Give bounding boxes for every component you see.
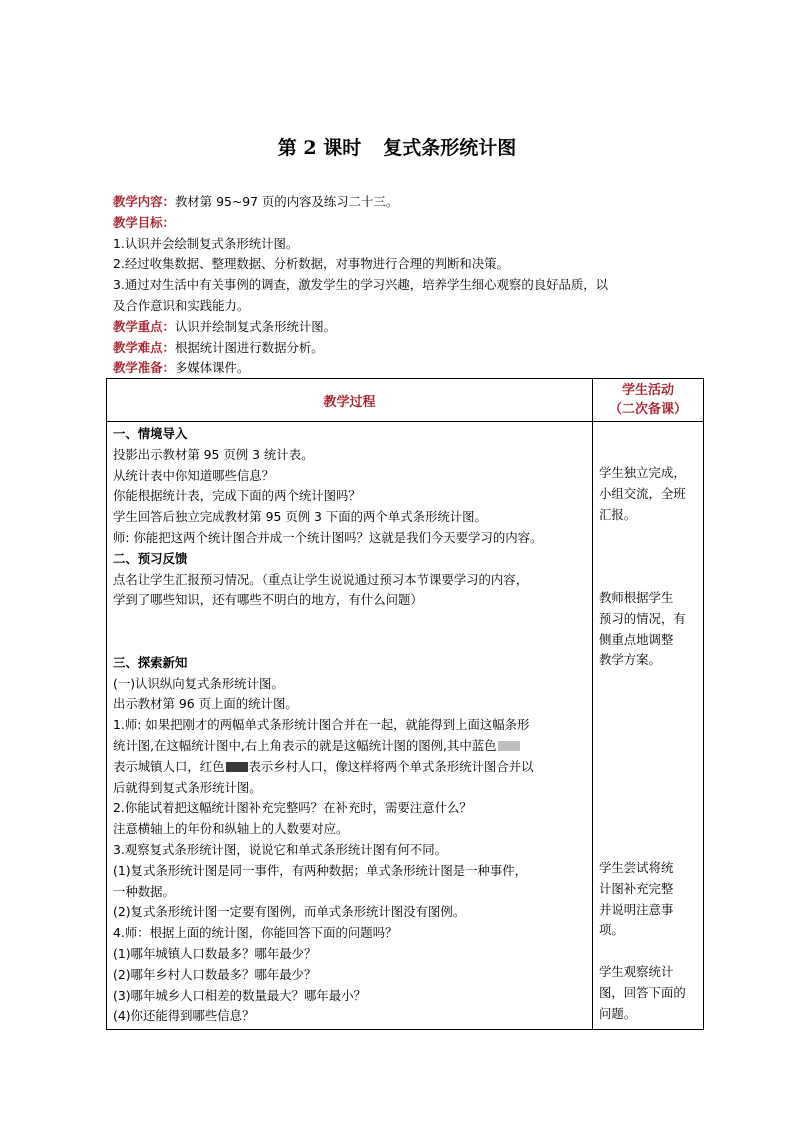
side-line: 问题。 xyxy=(599,1005,637,1021)
meta-label: 教学准备： xyxy=(113,360,175,376)
legend-swatch-rural xyxy=(226,762,248,772)
side-note xyxy=(599,962,698,1024)
side-line: 小组交流，全班 xyxy=(599,485,686,501)
blank-line xyxy=(113,611,589,632)
meta-text: 教材第 95~97 页的内容及练习二十三。 xyxy=(174,194,399,209)
side-note xyxy=(599,463,698,525)
meta-objectives xyxy=(113,213,703,234)
meta-label: 教学难点： xyxy=(113,339,175,355)
text-line: (4)你还能得到哪些信息？ xyxy=(113,1008,255,1024)
side-line: 教学方案。 xyxy=(599,652,661,668)
objective-line: 2.经过收集数据、整理数据、分析数据，对事物进行合理的判断和决策。 xyxy=(113,256,509,272)
side-line: 侧重点地调整 xyxy=(599,631,674,647)
side-line: 项。 xyxy=(599,922,624,938)
header-student-activity xyxy=(593,379,704,422)
lesson-table xyxy=(106,378,704,1030)
side-line: 学生独立完成， xyxy=(599,465,686,480)
meta-preparation xyxy=(113,358,703,379)
side-line: 教师根据学生 xyxy=(599,590,674,605)
text-line: 学到了哪些知识，还有哪些不明白的地方，有什么问题） xyxy=(113,592,423,608)
meta-label: 教学目标： xyxy=(113,214,175,230)
text-line: (1)哪年城镇人口数最多？哪年最少？ xyxy=(113,945,317,961)
text-line: 师: 你能把这两个统计图合并成一个统计图吗？这就是我们今天要学习的内容。 xyxy=(113,529,543,545)
meta-difficulty xyxy=(113,338,703,359)
objective-line: 1.认识并会绘制复式条形统计图。 xyxy=(113,235,299,251)
text-line: (2)复式条形统计图一定要有图例，而单式条形统计图没有图例。 xyxy=(113,904,466,920)
meta-text: 根据统计图进行数据分析。 xyxy=(174,339,324,355)
side-line: 学生尝试将统 xyxy=(599,860,674,875)
legend-swatch-urban xyxy=(498,741,520,751)
meta-keypoint xyxy=(113,317,703,338)
text-line: 出示教材第 96 页上面的统计图。 xyxy=(113,696,298,712)
text-line: 3.观察复式条形统计图，说说它和单式条形统计图有何不同。 xyxy=(113,841,447,857)
section-title: 二、预习反馈 xyxy=(113,550,188,566)
text-line: 点名让学生汇报预习情况。（重点让学生说说通过预习本节课要学习的内容， xyxy=(113,571,529,587)
header-side-line: （二次备课） xyxy=(608,402,687,417)
text-line: 从统计表中你知道哪些信息？ xyxy=(113,467,275,483)
side-line: 预习的情况，有 xyxy=(599,610,686,626)
text-line: 一种数据。 xyxy=(113,883,175,899)
student-activity-cell xyxy=(593,422,704,1030)
text-line: 你能根据统计表，完成下面的两个统计图吗？ xyxy=(113,488,361,504)
text-span: 表示乡村人口，像这样将两个单式条形统计图合并以 xyxy=(248,758,534,774)
header-process: 教学过程 xyxy=(107,379,593,422)
text-span: 统计图,在这幅统计图中,右上角表示的就是这幅统计图的图例,其中蓝色 xyxy=(113,737,497,753)
text-line xyxy=(113,736,589,757)
text-line: 学生回答后独立完成教材第 95 页例 3 下面的两个单式条形统计图。 xyxy=(113,509,487,525)
page-title xyxy=(0,133,794,160)
section-title: 三、探索新知 xyxy=(113,654,188,670)
lesson-meta xyxy=(113,192,703,379)
side-line: 学生观察统计 xyxy=(599,964,674,979)
meta-text: 认识并绘制复式条形统计图。 xyxy=(174,318,337,334)
text-span: 表示城镇人口，红色 xyxy=(113,758,225,774)
text-line: 注意横轴上的年份和纵轴上的人数要对应。 xyxy=(113,821,349,837)
text-line: 1.师: 如果把刚才的两幅单式条形统计图合并在一起，就能得到上面这幅条形 xyxy=(113,717,530,733)
lesson-topic: 复式条形统计图 xyxy=(383,137,517,159)
meta-label: 教学内容： xyxy=(113,194,175,209)
meta-content xyxy=(113,192,703,213)
side-line: 并说明注意事 xyxy=(599,901,674,917)
table-header-row xyxy=(107,379,704,422)
section-title: 一、情境导入 xyxy=(113,426,188,441)
meta-label: 教学重点： xyxy=(113,318,175,334)
text-line: 投影出示教材第 95 页例 3 统计表。 xyxy=(113,446,314,462)
side-line: 图，回答下面的 xyxy=(599,984,686,1000)
blank-line xyxy=(113,632,589,653)
objective-line: 及合作意识和实践能力。 xyxy=(113,297,250,313)
meta-text: 多媒体课件。 xyxy=(174,360,250,376)
side-line: 计图补充完整 xyxy=(599,880,674,896)
side-note xyxy=(599,858,698,941)
text-line xyxy=(113,757,589,778)
objective-line: 3.通过对生活中有关事例的调查，激发学生的学习兴趣，培养学生细心观察的良好品质，以 xyxy=(113,277,609,293)
text-line: (一)认识纵向复式条形统计图。 xyxy=(113,675,284,691)
table-body-row xyxy=(107,422,704,1030)
header-side-line: 学生活动 xyxy=(621,383,674,398)
text-line: (1)复式条形统计图是同一事件，有两种数据；单式条形统计图是一种事件， xyxy=(113,862,528,878)
text-line: 4.师：根据上面的统计图，你能回答下面的问题吗？ xyxy=(113,925,398,941)
side-line: 汇报。 xyxy=(599,506,637,522)
text-line: (2)哪年乡村人口数最多？哪年最少？ xyxy=(113,966,317,982)
text-line: 后就得到复式条形统计图。 xyxy=(113,779,262,795)
text-line: (3)哪年城乡人口相差的数量最大？哪年最小？ xyxy=(113,987,366,1003)
side-note xyxy=(599,588,698,671)
text-line: 2.你能试着把这幅统计图补充完整吗？在补充时，需要注意什么？ xyxy=(113,800,472,816)
process-cell xyxy=(107,422,593,1030)
lesson-number: 第 2 课时 xyxy=(277,137,362,159)
